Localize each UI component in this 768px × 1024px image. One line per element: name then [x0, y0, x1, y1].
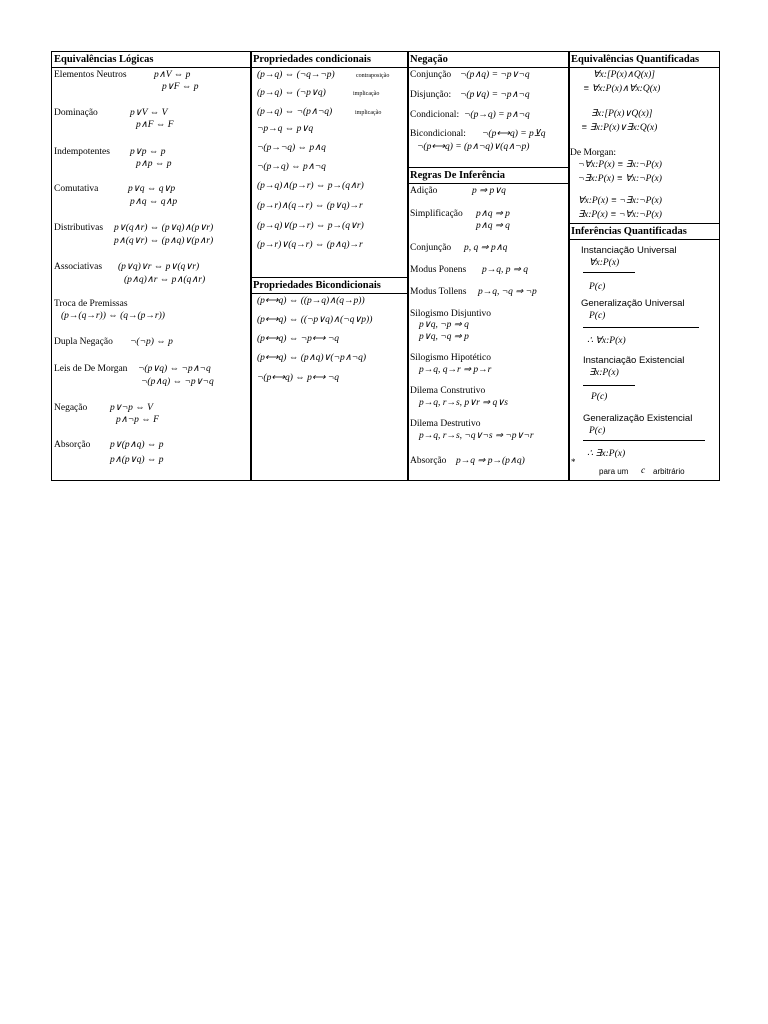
formula: ¬(p∨q) ⇔ ¬p∧¬q [138, 364, 211, 374]
label-modus-ponens: Modus Ponens [410, 265, 467, 275]
formula: (p∨q)∨r ⇔ p∨(q∨r) [118, 262, 200, 272]
formula: p∨q, ¬p ⇒ q [419, 320, 469, 330]
header-logical-equivalences: Equivalências Lógicas [52, 52, 251, 68]
label-de-morgan-quantified: De Morgan: [570, 148, 616, 158]
label-negation: Negação [54, 403, 88, 413]
formula: (p→q) ⇔ (¬q→¬p) [257, 70, 335, 80]
formula: ≡ ∀x:P(x)∧∀x:Q(x) [583, 84, 661, 94]
label-disjunction: Disjunção: [410, 90, 452, 100]
column-logical-equivalences [51, 51, 252, 481]
formula: p∨q ⇔ q∨p [128, 184, 176, 194]
formula: ¬∃x:P(x) ≡ ∀x:¬P(x) [578, 174, 662, 184]
label-modus-tollens: Modus Tollens [410, 287, 467, 297]
label-absorption: Absorção [54, 440, 91, 450]
formula: p∧(p∨q) ⇔ p [110, 455, 164, 465]
inference-line [583, 440, 705, 441]
label-neutral-elements: Elementos Neutros [54, 70, 127, 80]
inference-line [583, 327, 699, 328]
formula: p∧F ⇔ F [136, 120, 174, 130]
formula: p ⇒ p∨q [472, 186, 506, 196]
note-implication: implicação [355, 110, 382, 116]
inference-line [583, 272, 635, 273]
label-idempotent: Indempotentes [54, 147, 110, 157]
logic-reference-table [51, 51, 718, 481]
formula: p∧p ⇔ p [136, 159, 172, 169]
footnote-asterisk: * [571, 457, 576, 467]
formula: (p⟷q) ⇔ ((p→q)∧(q→p)) [257, 296, 365, 306]
formula: p∨V ⇔ V [130, 108, 168, 118]
label-distributive: Distributivas [54, 223, 104, 233]
footnote-variable: c [641, 466, 646, 476]
formula: (p→r)∧(q→r) ⇔ (p∨q)→r [257, 201, 363, 211]
column-conditional-properties [250, 51, 409, 481]
formula: ∀x:P(x) [589, 258, 620, 268]
formula: p∨q, ¬q ⇒ p [419, 332, 469, 342]
formula: p→q, ¬q ⇒ ¬p [478, 287, 537, 297]
title-universal-generalization: Generalização Universal [581, 298, 685, 309]
column-quantified-equivalences [568, 51, 720, 481]
formula: p∧q ⇒ p [476, 209, 510, 219]
formula: ≡ ∃x:P(x)∨∃x:Q(x) [581, 123, 658, 133]
formula: ¬(p→¬q) ⇔ p∧q [257, 143, 326, 153]
formula: (p⟷q) ⇔ (p∧q)∨(¬p∧¬q) [257, 353, 367, 363]
formula: p∨p ⇔ p [130, 147, 166, 157]
formula: p→q, q→r ⇒ p→r [419, 365, 492, 375]
formula: ¬(p→q) ⇔ p∧¬q [257, 162, 326, 172]
formula: ¬(p∧q) ⇔ ¬p∨¬q [141, 377, 214, 387]
formula: ¬p→q ⇔ p∨q [257, 124, 314, 134]
formula: ¬(p⟷q) ⇔ p⟷ ¬q [257, 373, 340, 383]
title-existential-generalization: Generalização Existencial [583, 413, 693, 424]
label-double-negation: Dupla Negação [54, 337, 113, 347]
label-conjunction: Conjunção [410, 70, 452, 80]
formula: ∴ ∀x:P(x) [587, 336, 626, 346]
formula: (p→r)∨(q→r) ⇔ (p∧q)→r [257, 240, 363, 250]
label-associative: Associativas [54, 262, 103, 272]
label-commutative: Comutativa [54, 184, 99, 194]
label-biconditional: Bicondicional: [410, 129, 466, 139]
formula: p→q ⇒ p→(p∧q) [456, 456, 525, 466]
formula: p∧q ⇒ q [476, 221, 510, 231]
formula: p∨(q∧r) ⇔ (p∨q)∧(p∨r) [114, 223, 214, 233]
formula: (p⟷q) ⇔ ¬p⟷ ¬q [257, 334, 340, 344]
label-domination: Dominação [54, 108, 98, 118]
formula: P(c) [589, 311, 606, 321]
formula: P(c) [591, 392, 608, 402]
label-disjunctive-syllogism: Silogismo Disjuntivo [410, 309, 492, 319]
formula: ¬(p∨q) = ¬p∧¬q [460, 90, 530, 100]
formula: ¬(¬p) ⇔ p [130, 337, 173, 347]
formula: p→q, p ⇒ q [482, 265, 528, 275]
formula: (p→q) ⇔ ¬(p∧¬q) [257, 107, 333, 117]
column-negation [407, 51, 570, 481]
note-contraposition: contraposição [356, 73, 390, 79]
formula: ¬(p⟷q) = (p∧¬q)∨(q∧¬p) [417, 142, 530, 152]
title-existential-instantiation: Instanciação Existencial [583, 355, 685, 366]
inference-line [583, 385, 635, 386]
formula: ∴ ∃x:P(x) [587, 449, 626, 459]
formula: (p∧q)∧r ⇔ p∧(q∧r) [124, 275, 206, 285]
formula: p∧(q∨r) ⇔ (p∧q)∨(p∧r) [114, 236, 214, 246]
formula: p∧¬p ⇔ F [116, 415, 159, 425]
formula: (p→q)∨(p→r) ⇔ p→(q∨r) [257, 221, 364, 231]
label-absorption-rule: Absorção [410, 456, 447, 466]
label-premise-swap: Troca de Premissas [54, 299, 128, 309]
formula: (p→q) ⇔ (¬p∨q) [257, 88, 326, 98]
footnote-text-a: para um [599, 467, 629, 476]
formula: p→q, r→s, p∨r ⇒ q∨s [419, 398, 508, 408]
formula: ∃x:P(x) [589, 368, 619, 378]
formula: P(c) [589, 282, 606, 292]
formula: (p⟷q) ⇔ ((¬p∨q)∧(¬q∨p)) [257, 315, 373, 325]
note-implication: implicação [353, 91, 380, 97]
formula: ∃x:[P(x)∨Q(x)] [591, 109, 653, 119]
header-biconditional-properties: Propriedades Bicondicionais [251, 277, 408, 294]
formula: ∀x:[P(x)∧Q(x)] [593, 70, 655, 80]
label-conditional: Condicional: [410, 110, 460, 120]
header-quantified-inferences: Inferências Quantificadas [569, 223, 719, 240]
formula: p∨¬p ⇔ V [110, 403, 153, 413]
formula: p∨(p∧q) ⇔ p [110, 440, 164, 450]
formula: ∀x:P(x) ≡ ¬∃x:¬P(x) [578, 196, 662, 206]
title-universal-instantiation: Instanciação Universal [581, 245, 677, 256]
formula: ¬(p→q) = p∧¬q [464, 110, 530, 120]
formula: ¬∀x:P(x) ≡ ∃x:¬P(x) [578, 160, 662, 170]
label-simplification: Simplificação [410, 209, 463, 219]
header-conditional-properties: Propriedades condicionais [251, 52, 408, 68]
formula: p∧q ⇔ q∧p [130, 197, 178, 207]
formula: ∃x:P(x) ≡ ¬∀x:¬P(x) [578, 210, 662, 220]
label-conjunction-rule: Conjunção [410, 243, 452, 253]
formula: p, q ⇒ p∧q [464, 243, 508, 253]
header-quantified-equivalences: Equivalências Quantificadas [569, 52, 719, 68]
formula: (p→q)∧(p→r) ⇔ p→(q∧r) [257, 181, 364, 191]
label-constructive-dilemma: Dilema Construtivo [410, 386, 486, 396]
formula: p∧V ⇔ p [154, 70, 191, 80]
formula: p∨F ⇔ p [162, 82, 199, 92]
formula: (p→(q→r)) ⇔ (q→(p→r)) [61, 311, 165, 321]
formula: P(c) [589, 426, 606, 436]
formula: ¬(p⟷q) = p⊻q [482, 129, 546, 139]
header-inference-rules: Regras De Inferência [408, 167, 569, 184]
formula: ¬(p∧q) = ¬p∨¬q [460, 70, 530, 80]
formula: p→q, r→s, ¬q∨¬s ⇒ ¬p∨¬r [419, 431, 534, 441]
label-addition: Adição [410, 186, 438, 196]
label-de-morgan: Leis de De Morgan [54, 364, 128, 374]
label-hypothetical-syllogism: Silogismo Hipotético [410, 353, 492, 363]
label-destructive-dilemma: Dilema Destrutivo [410, 419, 481, 429]
header-negation: Negação [408, 52, 569, 68]
footnote-text-b: arbitrário [653, 467, 685, 476]
